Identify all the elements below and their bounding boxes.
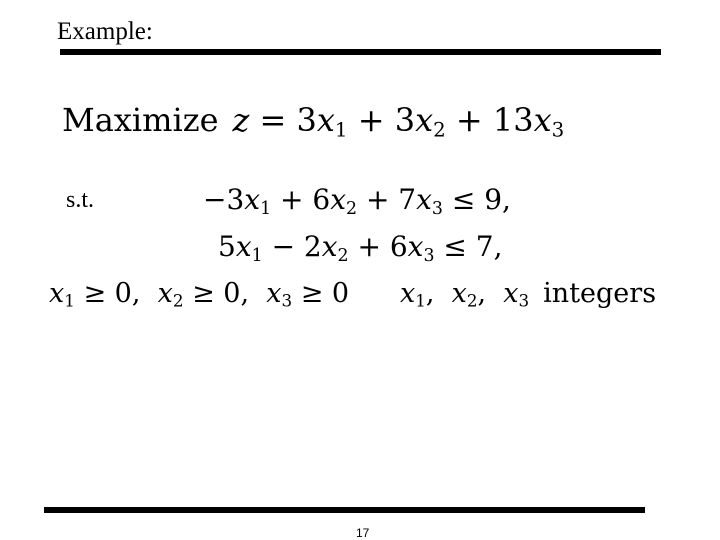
- header-divider: [60, 49, 661, 55]
- integers-word: integers: [543, 278, 657, 309]
- slide-title: Example:: [57, 18, 153, 45]
- constraint-2: $5x_1 - 2x_2 + 6x_3 \le 7$,: [218, 230, 503, 266]
- subject-to-label: s.t.: [66, 187, 95, 213]
- objective-keyword: Maximize: [62, 101, 219, 139]
- footer-divider: [44, 507, 645, 513]
- integrality-constraint: $x_1$, $x_2$, $x_3$ integers: [400, 278, 657, 311]
- objective-function: Maximize $z = 3x_1 + 3x_2 + 13x_3$: [62, 101, 565, 142]
- page-number: 17: [356, 526, 370, 540]
- nonnegativity-constraints: $x_1 \ge 0$, $x_2 \ge 0$, $x_3 \ge 0$: [49, 278, 350, 311]
- constraint-1: $-3x_1 + 6x_2 + 7x_3 \le 9$,: [203, 183, 511, 219]
- slide-header: [0, 0, 720, 60]
